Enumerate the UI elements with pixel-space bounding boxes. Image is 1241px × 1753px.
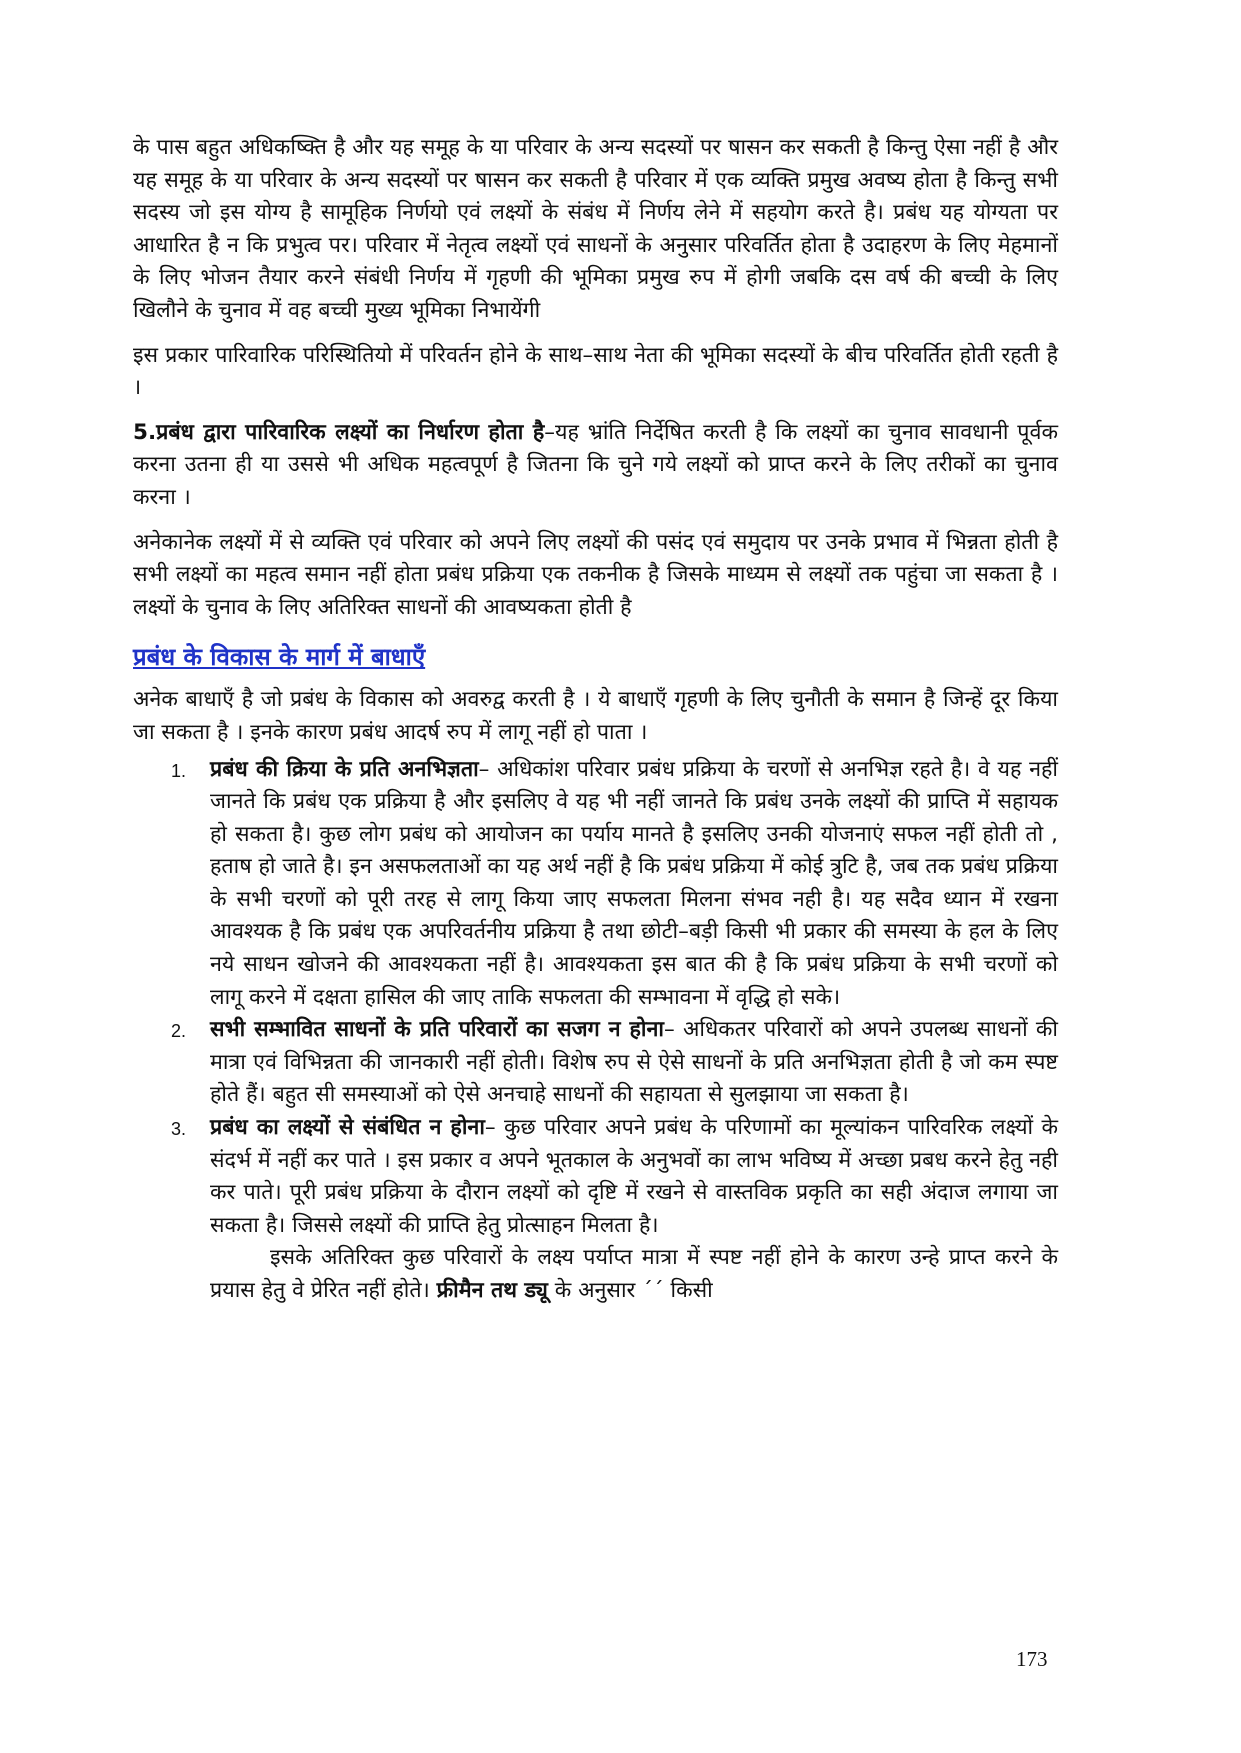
page-number: 173 <box>1016 1647 1048 1671</box>
list-item <box>133 1014 1058 1112</box>
paragraph-goal-setting-title: 5.प्रबंध द्वारा पारिवारिक लक्ष्यों का निर्धारण होता है <box>133 419 545 445</box>
obstacles-list <box>133 754 1058 1243</box>
list-item-text: – अधिकतर परिवारों को अपने उपलब्ध साधनों की मात्रा एवं विभिन्नता की जानकारी नहीं होती। विशेष रुप से ऐसे साधनों के प्रति अनभिज्ञता होती है जो कम स्पष्ट होते हैं। बहुत सी समस्याओं को ऐसे अनचाहे साधनों की सहायता से सुलझाया जा सकता है। <box>210 1017 1058 1108</box>
paragraph-role-change: इस प्रकार पारिवारिक परिस्थितियो में परिवर्तन होने के साथ–साथ नेता की भूमिका सदस्यों के बीच परिवर्तित होती रहती है । <box>133 342 1058 401</box>
page-body <box>133 132 1058 1308</box>
paragraph-obstacles-intro: अनेक बाधाऍं है जो प्रबंध के विकास को अवरुद्व करती है । ये बाधाऍं गृहणी के लिए चुनौती के समान है जिन्हें दूर किया जा सकता है । इनके कारण प्रबंध आदर्ष रुप में लागू नहीं हो पाता । <box>133 687 1058 745</box>
list-item-number: 1. <box>171 760 187 781</box>
list-item <box>133 1112 1058 1242</box>
paragraph-goal-choice: अनेकानेक लक्ष्यों में से व्यक्ति एवं परिवार को अपने लिए लक्ष्यों की पसंद एवं समुदाय पर उनके प्रभाव में भिन्नता होती है सभी लक्ष्यों का महत्व समान नहीं होता प्रबंध प्रक्रिया एक तकनीक है जिसके माध्यम से लक्ष्यों तक पहुंचा जा सकता है । लक्ष्यों के चुनाव के लिए अतिरिक्त साधनों की आवष्यकता होती है <box>133 529 1058 620</box>
paragraph-leadership: के पास बहुत अधिकष्क्ति है और यह समूह के या परिवार के अन्य सदस्यों पर षासन कर सकती है किन्तु ऐसा नहीं है और यह समूह के या परिवार के अन्य सदस्यों पर षासन कर सकती है परिवार में एक व्यक्ति प्रमुख अवष्य होता है किन्तु सभी सदस्य जो इस योग्य है सामूहिक निर्णयो एवं लक्ष्यों के संबंध में निर्णय लेने में सहयोग करते है। प्रबंध यह योग्यता पर आधारित है न कि प्रभुत्व पर। परिवार में नेतृत्व लक्ष्यों एवं साधनों के अनुसार परिवर्तित होता है उदाहरण के लिए मेहमानों के लिए भोजन तैयार करने संबंधी निर्णय में गृहणी की भूमिका प्रमुख रुप में होगी जबकि दस वर्ष की बच्ची के लिए खिलौने के चुनाव में वह बच्ची मुख्य भूमिका निभायेंगी <box>133 135 1058 323</box>
paragraph-continuation-text: इसके अतिरिक्त कुछ परिवारों के लक्ष्य पर्याप्त मात्रा में स्पष्ट नहीं होने के कारण उन्हे प्राप्त करने के प्रयास हेतु वे प्रेरित नहीं होते। <box>210 1245 1058 1303</box>
list-item-title: प्रबंध की क्रिया के प्रति अनभिज्ञता <box>210 756 479 782</box>
list-item-text: – अधिकांश परिवार प्रबंध प्रक्रिया के चरणों से अनभिज्ञ रहते है। वे यह नहीं जानते कि प्रबंध एक प्रक्रिया है और इसलिए वे यह भी नहीं जानते कि प्रबंध उनके लक्ष्यों की प्राप्ति में सहायक हो सकता है। कुछ लोग प्रबंध को आयोजन का पर्याय मानते है इसलिए उनकी योजनाएं सफल नहीं होती तो , हताष हो जाते है। इन असफलताओं का यह अर्थ नहीं है कि प्रबंध प्रक्रिया में कोई त्रुटि है, जब तक प्रबंध प्रक्रिया के सभी चरणों को पूरी तरह से लागू किया जाए सफलता मिलना संभव नही है। यह सदैव ध्यान में रखना आवश्यक है कि प्रबंध एक अपरिवर्तनीय प्रक्रिया है तथा छोटी–बड़ी किसी भी प्रकार की समस्या के हल के लिए नये साधन खोजने की आवश्यकता नहीं है। आवश्यकता इस बात की है कि प्रबंध प्रक्रिया के सभी चरणों को लागू करने में दक्षता हासिल की जाए ताकि सफलता की सम्भावना में वृद्धि हो सके। <box>210 756 1058 1010</box>
author-names: फ्रीमैन तथ ड्यू <box>436 1278 548 1303</box>
list-item <box>133 754 1058 1015</box>
paragraph-goal-setting-text: –यह भ्रांति निर्देषित करती है कि लक्ष्यों का चुनाव सावधानी पूर्वक करना उतना ही या उससे भी अधिक महत्वपूर्ण है जितना कि चुने गये लक्ष्यों को प्राप्त करने के लिए तरीकों का चुनाव करना । <box>133 419 1058 510</box>
list-item-number: 2. <box>171 1021 187 1042</box>
paragraph-continuation-end: के अनुसार ´´ किसी <box>547 1278 713 1303</box>
list-item-text: – कुछ परिवार अपने प्रबंध के परिणामों का मूल्यांकन पारिवरिक लक्ष्यों के संदर्भ में नहीं कर पाते । इस प्रकार व अपने भूतकाल के अनुभवों का लाभ भविष्य में अच्छा प्रबध करने हेतु नही कर पाते। पूरी प्रबंध प्रक्रिया के दौरान लक्ष्यों को दृष्टि में रखने से वास्तविक प्रकृति का सही अंदाज लगाया जा सकता है। जिससे लक्ष्यों की प्राप्ति हेतु प्रोत्साहन मिलता है। <box>210 1115 1058 1238</box>
list-item-number: 3. <box>171 1119 187 1140</box>
section-heading: प्रबंध के विकास के मार्ग में बाधाऍं <box>133 643 426 672</box>
paragraph-goal-setting <box>133 417 1058 515</box>
paragraph-continuation <box>133 1242 1058 1307</box>
list-item-title: प्रबंध का लक्ष्यों से संबंधित न होना <box>210 1115 485 1141</box>
list-item-title: सभी सम्भावित साधनों के प्रति परिवारों का सजग न होना <box>210 1017 664 1043</box>
